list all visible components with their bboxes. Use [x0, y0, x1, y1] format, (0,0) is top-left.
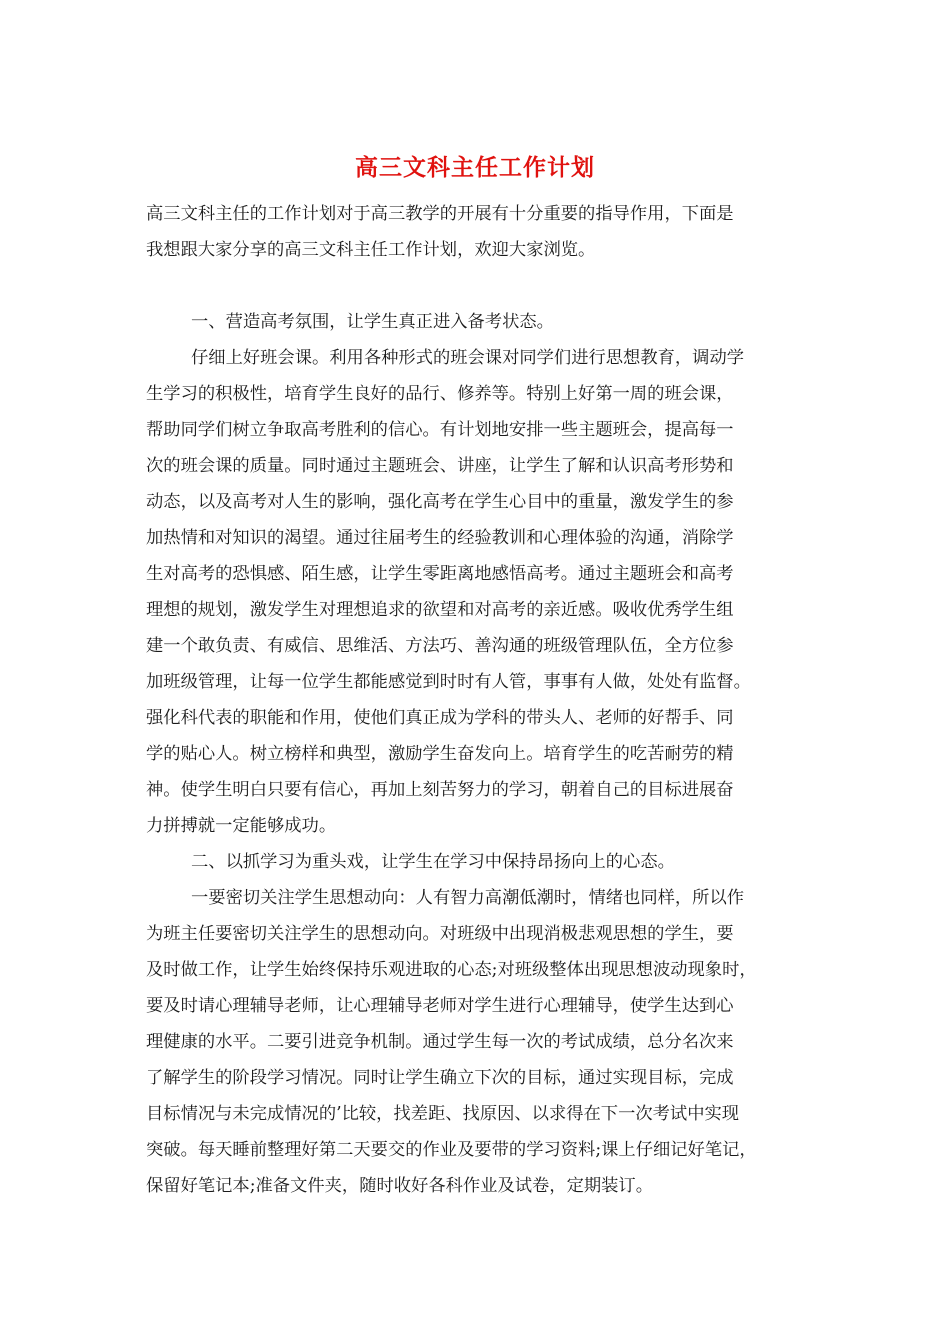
text-line: 我想跟大家分享的高三文科主任工作计划，欢迎大家浏览。	[146, 240, 596, 260]
text-line: 生学习的积极性，培育学生良好的品行、修养等。特别上好第一周的班会课，	[146, 384, 734, 404]
text-line: 二、以抓学习为重头戏，让学生在学习中保持昂扬向上的心态。	[191, 852, 675, 872]
document-body	[146, 196, 811, 1204]
text-line: 理想的规划，激发学生对理想追求的欲望和对高考的亲近感。吸收优秀学生组	[146, 600, 734, 620]
text-line: 理健康的水平。二要引进竞争机制。通过学生每一次的考试成绩，总分名次来	[146, 1032, 734, 1052]
text-line: 学的贴心人。树立榜样和典型，激励学生奋发向上。培育学生的吃苦耐劳的精	[146, 744, 734, 764]
text-line: 为班主任要密切关注学生的思想动向。对班级中出现消极悲观思想的学生，要	[146, 924, 734, 944]
text-line: 动态，以及高考对人生的影响，强化高考在学生心目中的重量，激发学生的参	[146, 492, 734, 512]
text-line: 要及时请心理辅导老师，让心理辅导老师对学生进行心理辅导，使学生达到心	[146, 996, 734, 1016]
text-line: 一要密切关注学生思想动向：人有智力高潮低潮时，情绪也同样，所以作	[191, 888, 745, 908]
text-line: 帮助同学们树立争取高考胜利的信心。有计划地安排一些主题班会，提高每一	[146, 420, 734, 440]
text-line: 一、营造高考氛围，让学生真正进入备考状态。	[191, 312, 554, 332]
text-line: 突破。每天睡前整理好第二天要交的作业及要带的学习资料;课上仔细记好笔记，	[146, 1140, 757, 1160]
text-line: 加班级管理，让每一位学生都能感觉到时时有人管，事事有人做，处处有监督。	[146, 672, 751, 692]
text-line: 了解学生的阶段学习情况。同时让学生确立下次的目标，通过实现目标，完成	[146, 1068, 734, 1088]
text-line: 力拼搏就一定能够成功。	[146, 816, 337, 836]
text-line: 建一个敢负责、有威信、思维活、方法巧、善沟通的班级管理队伍，全方位参	[146, 636, 734, 656]
blank-line	[146, 268, 811, 304]
text-line: 次的班会课的质量。同时通过主题班会、讲座，让学生了解和认识高考形势和	[146, 456, 734, 476]
document-title: 高三文科主任工作计划	[355, 154, 595, 181]
text-line: 目标情况与未完成情况的’比较，找差距、找原因、以求得在下一次考试中实现	[146, 1104, 740, 1124]
text-line: 高三文科主任的工作计划对于高三教学的开展有十分重要的指导作用，下面是	[146, 204, 734, 224]
text-line: 强化科代表的职能和作用，使他们真正成为学科的带头人、老师的好帮手、同	[146, 708, 734, 728]
text-line: 神。使学生明白只要有信心，再加上刻苦努力的学习，朝着自己的目标进展奋	[146, 780, 734, 800]
text-line: 保留好笔记本;准备文件夹，随时收好各科作业及试卷，定期装订。	[146, 1176, 653, 1196]
text-line: 及时做工作，让学生始终保持乐观进取的心态;对班级整体出现思想波动现象时，	[146, 960, 757, 980]
text-line: 生对高考的恐惧感、陌生感，让学生零距离地感悟高考。通过主题班会和高考	[146, 564, 734, 584]
text-line: 仔细上好班会课。利用各种形式的班会课对同学们进行思想教育，调动学	[191, 348, 745, 368]
text-line: 加热情和对知识的渴望。通过往届考生的经验教训和心理体验的沟通，消除学	[146, 528, 734, 548]
